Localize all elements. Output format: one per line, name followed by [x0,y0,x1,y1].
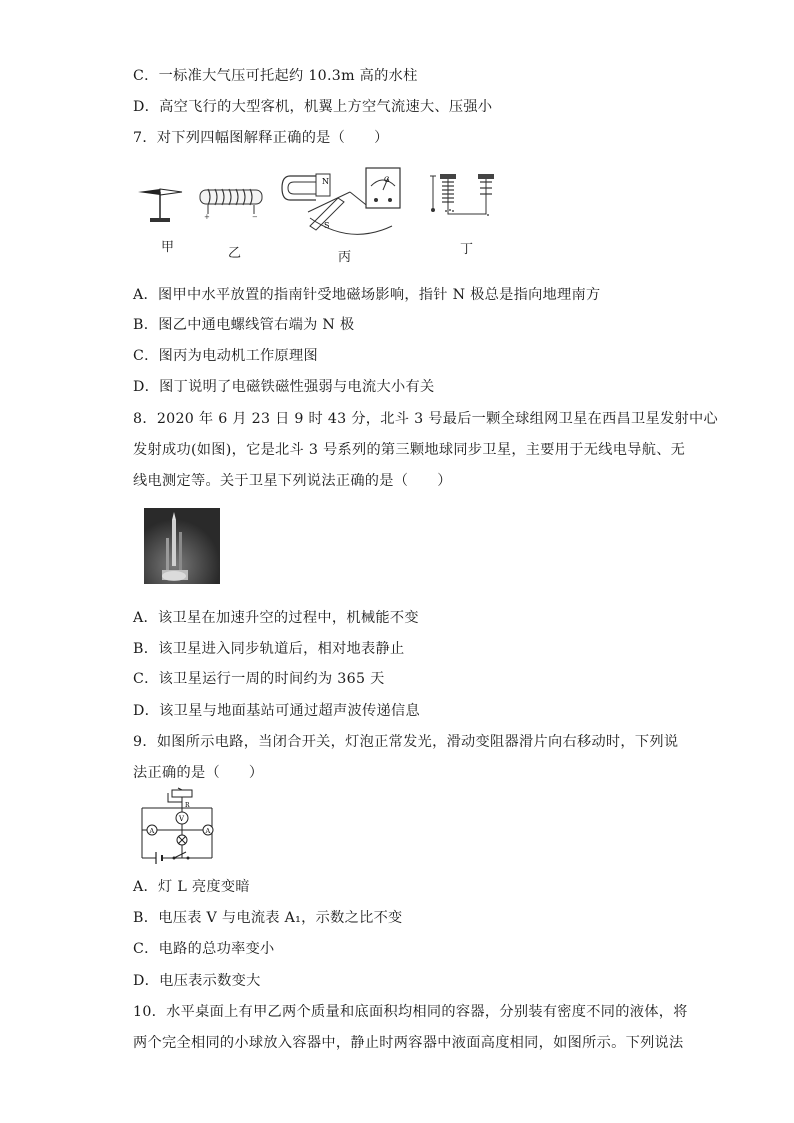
q8-option-a: A．该卫星在加速升空的过程中，机械能不变 [133,610,419,626]
figure-ding-electromagnets [428,170,500,228]
caption-bing: 丙 [338,250,352,265]
q9-stem-line-1: 9．如图所示电路，当闭合开关，灯泡正常发光，滑动变阻器滑片向右移动时，下列说 [133,734,679,750]
voltmeter-label: V [179,815,185,823]
label-s: S [324,221,330,230]
q8-stem-line-3: 线电测定等。关于卫星下列说法正确的是（ ） [133,473,452,489]
rheostat-label: R [185,802,190,809]
rocket-launch-photo [144,508,220,584]
caption-ding: 丁 [460,242,474,257]
q6-option-d: D．高空飞行的大型客机，机翼上方空气流速大、压强小 [133,99,493,115]
q7-option-d: D．图丁说明了电磁铁磁性强弱与电流大小有关 [133,379,435,395]
q10-stem-line-2: 两个完全相同的小球放入容器中，静止时两容器中液面高度相同，如图所示。下列说法 [133,1035,684,1051]
label-g: G [384,176,390,184]
q7-option-a: A．图甲中水平放置的指南针受地磁场影响，指针 N 极总是指向地理南方 [133,287,601,303]
q9-option-a: A．灯 L 亮度变暗 [133,879,250,895]
figure-jia-compass [136,182,184,226]
caption-jia: 甲 [161,240,175,255]
svg-text:+: + [204,213,210,221]
q7-stem: 7．对下列四幅图解释正确的是（ ） [133,130,389,146]
figure-bing-generator [280,166,420,242]
circuit-diagram [138,788,220,864]
q8-stem-line-1: 8．2020 年 6 月 23 日 9 时 43 分，北斗 3 号最后一颗全球组网卫星在西昌卫星发射中心 [133,411,718,427]
q8-option-d: D．该卫星与地面基站可通过超声波传递信息 [133,703,420,719]
q7-option-b: B．图乙中通电螺线管右端为 N 极 [133,317,355,333]
q9-option-b: B．电压表 V 与电流表 A₁，示数之比不变 [133,910,403,926]
figure-yi-solenoid [198,186,266,220]
svg-text:−: − [252,213,258,221]
q9-option-c: C．电路的总功率变小 [133,941,275,957]
q8-option-c: C．该卫星运行一周的时间约为 365 天 [133,671,385,687]
q8-stem-line-2: 发射成功(如图)，它是北斗 3 号系列的第三颗地球同步卫星，主要用于无线电导航、无 [133,442,686,458]
label-n: N [322,177,329,186]
q6-option-c: C．一标准大气压可托起约 10.3m 高的水柱 [133,68,418,84]
q7-option-c: C．图丙为电动机工作原理图 [133,348,319,364]
caption-yi: 乙 [228,246,242,261]
ammeter-a1-label: A [149,827,155,835]
q10-stem-line-1: 10．水平桌面上有甲乙两个质量和底面积均相同的容器，分别装有密度不同的液体，将 [133,1004,688,1020]
q9-stem-line-2: 法正确的是（ ） [133,765,264,781]
q9-option-d: D．电压表示数变大 [133,973,261,989]
ammeter-a2-label: A [205,827,211,835]
q8-option-b: B．该卫星进入同步轨道后，相对地表静止 [133,641,405,657]
